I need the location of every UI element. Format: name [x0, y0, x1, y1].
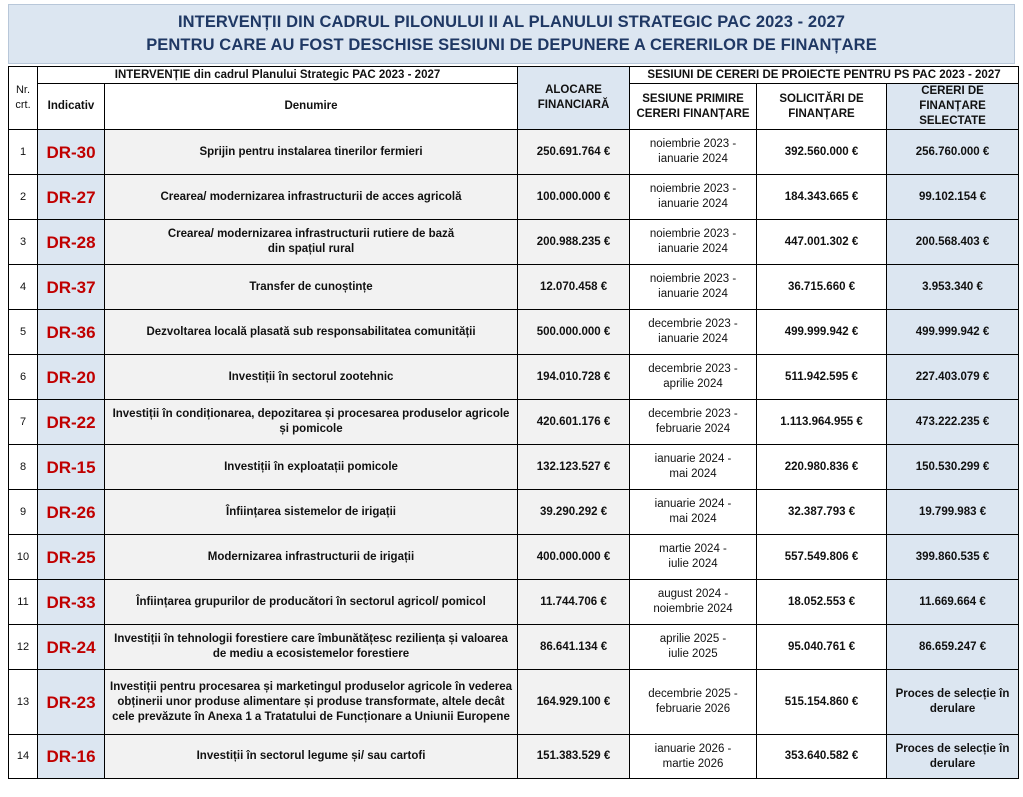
row-indicativ: DR-33 — [38, 580, 105, 625]
sesiune-start: ianuarie 2024 - — [654, 498, 732, 510]
table-row — [9, 265, 1019, 310]
sesiune-start: decembrie 2023 - — [648, 318, 738, 330]
row-denumire: Investiții în exploatații pomicole — [105, 445, 518, 490]
row-denumire: Crearea/ modernizarea infrastructurii rutiere de bază din spațiul rural — [105, 220, 518, 265]
row-nr: 12 — [9, 625, 38, 670]
row-solicitari: 36.715.660 € — [757, 265, 887, 310]
row-nr: 8 — [9, 445, 38, 490]
row-sesiune — [630, 355, 757, 400]
row-denumire: Modernizarea infrastructurii de irigații — [105, 535, 518, 580]
sesiune-end: noiembrie 2024 — [653, 603, 733, 615]
row-selectate: Proces de selecție în derulare — [887, 670, 1019, 735]
title-line-1: INTERVENȚII DIN CADRUL PILONULUI II AL PLANULUI STRATEGIC PAC 2023 - 2027 — [177, 13, 846, 31]
row-sesiune — [630, 670, 757, 735]
row-indicativ: DR-25 — [38, 535, 105, 580]
row-alocare: 500.000.000 € — [518, 310, 630, 355]
sesiune-start: noiembrie 2023 - — [649, 228, 737, 240]
row-denumire: Crearea/ modernizarea infrastructurii de acces agricolă — [105, 175, 518, 220]
row-alocare: 86.641.134 € — [518, 625, 630, 670]
row-nr: 11 — [9, 580, 38, 625]
row-sesiune — [630, 445, 757, 490]
row-nr: 6 — [9, 355, 38, 400]
row-alocare: 12.070.458 € — [518, 265, 630, 310]
row-sesiune — [630, 735, 757, 779]
row-nr: 10 — [9, 535, 38, 580]
row-alocare: 194.010.728 € — [518, 355, 630, 400]
row-sesiune — [630, 580, 757, 625]
row-solicitari: 511.942.595 € — [757, 355, 887, 400]
row-indicativ: DR-22 — [38, 400, 105, 445]
row-solicitari: 220.980.836 € — [757, 445, 887, 490]
sesiune-end: iulie 2024 — [668, 558, 718, 570]
row-denumire: Investiții în sectorul legume și/ sau cartofi — [105, 735, 518, 779]
sesiune-start: decembrie 2023 - — [648, 408, 738, 420]
row-sesiune — [630, 400, 757, 445]
row-selectate: 11.669.664 € — [887, 580, 1019, 625]
table-row — [9, 355, 1019, 400]
row-sesiune — [630, 310, 757, 355]
sesiune-start: martie 2024 - — [659, 543, 727, 555]
row-nr: 9 — [9, 490, 38, 535]
sesiune-end: februarie 2026 — [655, 703, 731, 715]
row-denumire: Dezvoltarea locală plasată sub responsabilitatea comunității — [105, 310, 518, 355]
row-sesiune — [630, 220, 757, 265]
table-row — [9, 535, 1019, 580]
row-sesiune — [630, 130, 757, 175]
sesiune-start: noiembrie 2023 - — [649, 138, 737, 150]
row-indicativ: DR-16 — [38, 735, 105, 779]
row-solicitari: 1.113.964.955 € — [757, 400, 887, 445]
table-row — [9, 625, 1019, 670]
header-solicitari: SOLICITĂRI DE FINANȚARE — [757, 84, 887, 130]
header-denumire: Denumire — [105, 84, 518, 130]
row-solicitari: 184.343.665 € — [757, 175, 887, 220]
table-row — [9, 445, 1019, 490]
row-denumire: Investiții pentru procesarea și marketingul produselor agricole în vederea obținerii unor produse alimentare și produse transformate, altele decât cele prevăzute în Anexa 1 a Tratatului de Funcționare a Uniunii Europene — [105, 670, 518, 735]
sesiune-start: decembrie 2025 - — [648, 688, 738, 700]
row-nr: 1 — [9, 130, 38, 175]
sesiune-start: decembrie 2023 - — [648, 363, 738, 375]
row-solicitari: 557.549.806 € — [757, 535, 887, 580]
header-nr-crt: Nr. crt. — [9, 67, 38, 130]
row-denumire: Transfer de cunoștințe — [105, 265, 518, 310]
row-denumire: Înființarea grupurilor de producători în sectorul agricol/ pomicol — [105, 580, 518, 625]
row-alocare: 400.000.000 € — [518, 535, 630, 580]
header-selectate: CERERI DE FINANȚARE SELECTATE — [887, 84, 1019, 130]
sesiune-end: martie 2026 — [662, 757, 724, 770]
interventions-table — [8, 66, 1019, 779]
header-sesiuni-group: SESIUNI DE CERERI DE PROIECTE PENTRU PS PAC 2023 - 2027 — [630, 67, 1019, 84]
row-nr: 5 — [9, 310, 38, 355]
header-interventie-group: INTERVENȚIE din cadrul Planului Strategic PAC 2023 - 2027 — [38, 67, 518, 84]
row-indicativ: DR-26 — [38, 490, 105, 535]
sesiune-end: ianuarie 2024 — [658, 333, 728, 345]
row-solicitari: 515.154.860 € — [757, 670, 887, 735]
row-nr: 4 — [9, 265, 38, 310]
row-sesiune — [630, 490, 757, 535]
row-alocare: 11.744.706 € — [518, 580, 630, 625]
row-denumire: Investiții în tehnologii forestiere care îmbunătățesc reziliența și valoarea de mediu a ecosistemelor forestiere — [105, 625, 518, 670]
sesiune-end: ianuarie 2024 — [658, 243, 728, 255]
document-title — [8, 4, 1015, 64]
row-solicitari: 392.560.000 € — [757, 130, 887, 175]
table-row — [9, 220, 1019, 265]
row-selectate: Proces de selecție în derulare — [887, 735, 1019, 779]
row-sesiune — [630, 265, 757, 310]
row-indicativ: DR-23 — [38, 670, 105, 735]
row-indicativ: DR-20 — [38, 355, 105, 400]
row-denumire: Sprijin pentru instalarea tinerilor fermieri — [105, 130, 518, 175]
row-selectate: 200.568.403 € — [887, 220, 1019, 265]
table-row — [9, 175, 1019, 220]
row-sesiune — [630, 625, 757, 670]
row-nr: 13 — [9, 670, 38, 735]
table-row — [9, 735, 1019, 779]
row-selectate: 499.999.942 € — [887, 310, 1019, 355]
table-row — [9, 310, 1019, 355]
row-alocare: 250.691.764 € — [518, 130, 630, 175]
sesiune-end: mai 2024 — [669, 468, 717, 480]
row-indicativ: DR-36 — [38, 310, 105, 355]
row-indicativ: DR-30 — [38, 130, 105, 175]
row-solicitari: 18.052.553 € — [757, 580, 887, 625]
sesiune-end: februarie 2024 — [655, 423, 731, 435]
row-nr: 3 — [9, 220, 38, 265]
row-indicativ: DR-24 — [38, 625, 105, 670]
row-nr: 2 — [9, 175, 38, 220]
row-alocare: 420.601.176 € — [518, 400, 630, 445]
header-alocare: ALOCARE FINANCIARĂ — [518, 67, 630, 130]
row-sesiune — [630, 535, 757, 580]
title-line-2: PENTRU CARE AU FOST DESCHISE SESIUNI DE DEPUNERE A CERERILOR DE FINANȚARE — [146, 36, 877, 54]
sesiune-end: mai 2024 — [669, 513, 717, 525]
table-row — [9, 580, 1019, 625]
sesiune-end: ianuarie 2024 — [658, 198, 728, 210]
row-selectate: 99.102.154 € — [887, 175, 1019, 220]
sesiune-start: ianuarie 2024 - — [654, 453, 732, 465]
row-selectate: 227.403.079 € — [887, 355, 1019, 400]
row-solicitari: 447.001.302 € — [757, 220, 887, 265]
table-row — [9, 490, 1019, 535]
row-nr: 14 — [9, 735, 38, 779]
row-indicativ: DR-15 — [38, 445, 105, 490]
sesiune-start: august 2024 - — [657, 588, 729, 600]
row-selectate: 86.659.247 € — [887, 625, 1019, 670]
row-denumire: Investiții în condiționarea, depozitarea și procesarea produselor agricole și pomicole — [105, 400, 518, 445]
sesiune-start: aprilie 2025 - — [659, 633, 727, 645]
row-selectate: 256.760.000 € — [887, 130, 1019, 175]
row-solicitari: 95.040.761 € — [757, 625, 887, 670]
row-solicitari: 353.640.582 € — [757, 735, 887, 779]
row-alocare: 132.123.527 € — [518, 445, 630, 490]
row-sesiune — [630, 175, 757, 220]
row-solicitari: 32.387.793 € — [757, 490, 887, 535]
row-selectate: 473.222.235 € — [887, 400, 1019, 445]
row-indicativ: DR-27 — [38, 175, 105, 220]
sesiune-start: noiembrie 2023 - — [649, 183, 737, 195]
row-selectate: 399.860.535 € — [887, 535, 1019, 580]
row-solicitari: 499.999.942 € — [757, 310, 887, 355]
table-row — [9, 400, 1019, 445]
header-sesiune: SESIUNE PRIMIRE CERERI FINANȚARE — [630, 84, 757, 130]
table-row — [9, 130, 1019, 175]
sesiune-end: ianuarie 2024 — [658, 288, 728, 300]
sesiune-start: ianuarie 2026 - — [654, 742, 732, 755]
row-indicativ: DR-28 — [38, 220, 105, 265]
table-row — [9, 670, 1019, 735]
sesiune-end: iulie 2025 — [668, 648, 718, 660]
row-denumire: Înființarea sistemelor de irigații — [105, 490, 518, 535]
sesiune-end: ianuarie 2024 — [658, 153, 728, 165]
row-alocare: 164.929.100 € — [518, 670, 630, 735]
sesiune-start: noiembrie 2023 - — [649, 273, 737, 285]
row-indicativ: DR-37 — [38, 265, 105, 310]
row-selectate: 19.799.983 € — [887, 490, 1019, 535]
row-alocare: 200.988.235 € — [518, 220, 630, 265]
row-nr: 7 — [9, 400, 38, 445]
header-indicativ: Indicativ — [38, 84, 105, 130]
row-alocare: 39.290.292 € — [518, 490, 630, 535]
row-denumire: Investiții în sectorul zootehnic — [105, 355, 518, 400]
row-alocare: 100.000.000 € — [518, 175, 630, 220]
sesiune-end: aprilie 2024 — [663, 378, 723, 390]
row-selectate: 150.530.299 € — [887, 445, 1019, 490]
row-alocare: 151.383.529 € — [518, 735, 630, 779]
row-selectate: 3.953.340 € — [887, 265, 1019, 310]
